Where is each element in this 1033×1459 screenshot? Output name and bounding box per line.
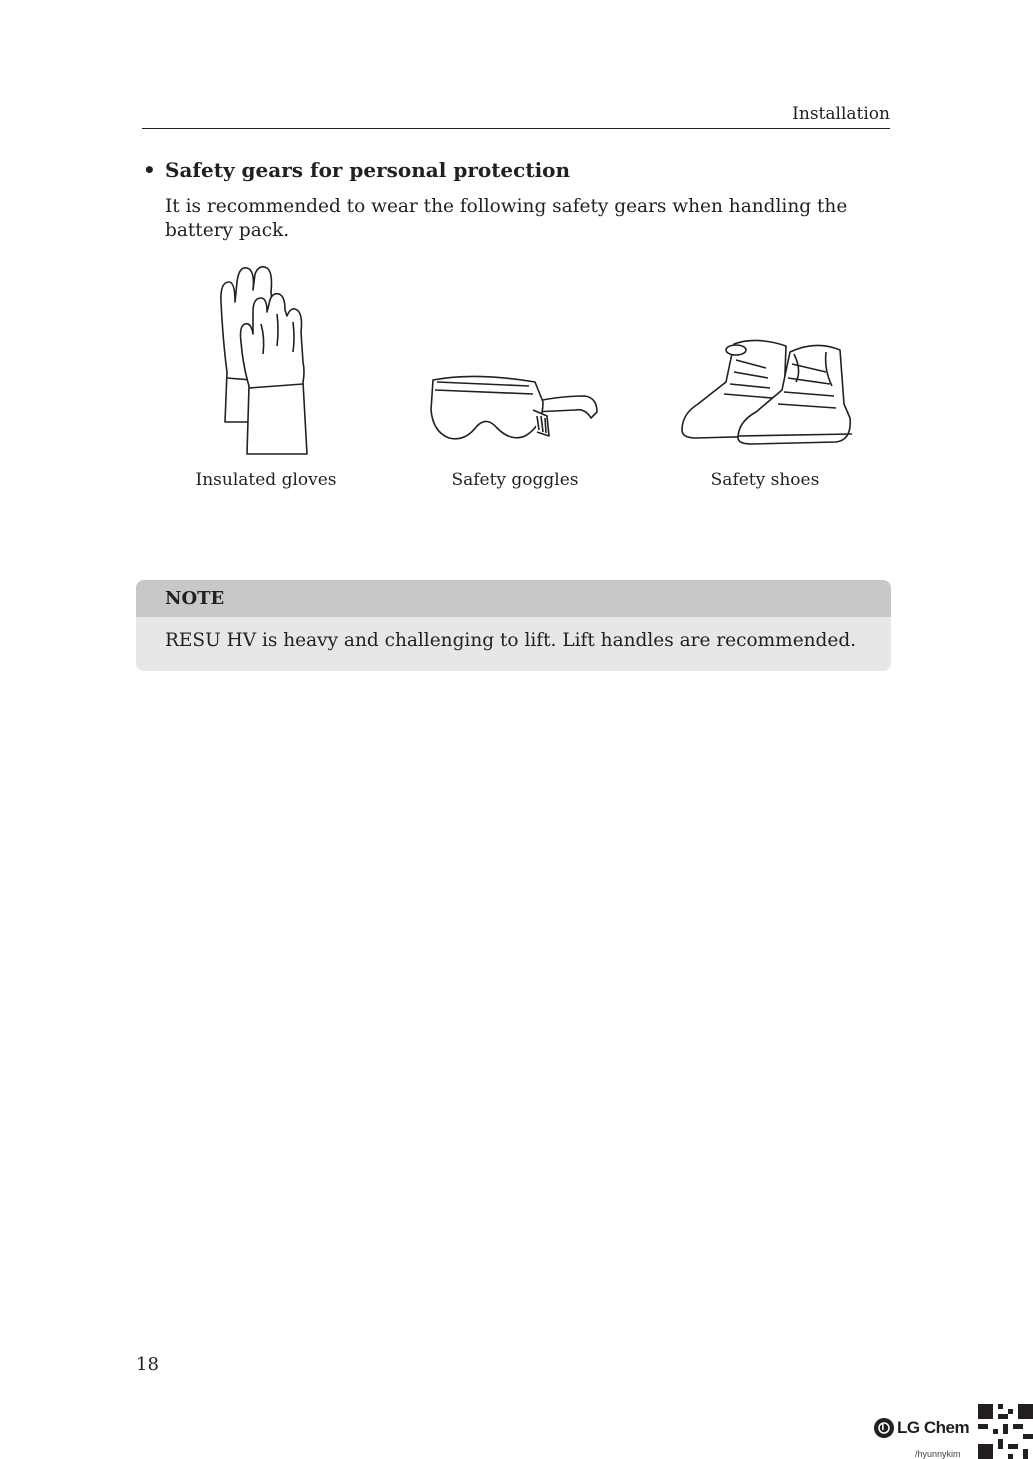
gear-goggles: [425, 366, 605, 446]
qr-code-icon: [978, 1404, 1033, 1459]
insulated-gloves-icon: [215, 262, 315, 458]
section-title: Safety gears for personal protection: [165, 158, 571, 182]
gear-caption-gloves: Insulated gloves: [195, 470, 337, 490]
lg-logo-icon: [874, 1418, 894, 1438]
lg-chem-logo: [874, 1418, 969, 1438]
running-header: Installation: [792, 104, 890, 124]
bullet: •: [143, 158, 156, 182]
logo-text: LG Chem: [897, 1418, 970, 1437]
note-box: [136, 580, 891, 671]
note-text: RESU HV is heavy and challenging to lift. Lift handles are recommended.: [165, 630, 857, 651]
safety-goggles-icon: [425, 366, 605, 446]
gear-caption-shoes: Safety shoes: [710, 470, 820, 490]
logo-subtext: /hyunnykim: [915, 1449, 961, 1459]
note-header: [136, 580, 891, 617]
page-number: 18: [136, 1354, 159, 1375]
safety-shoes-icon: [676, 330, 856, 448]
gear-gloves: [215, 262, 315, 458]
gear-caption-goggles: Safety goggles: [451, 470, 579, 490]
intro-paragraph: It is recommended to wear the following safety gears when handling the battery pack.: [165, 196, 848, 241]
gear-shoes: [676, 330, 856, 448]
note-title: NOTE: [165, 588, 225, 609]
header-rule: [142, 128, 890, 129]
